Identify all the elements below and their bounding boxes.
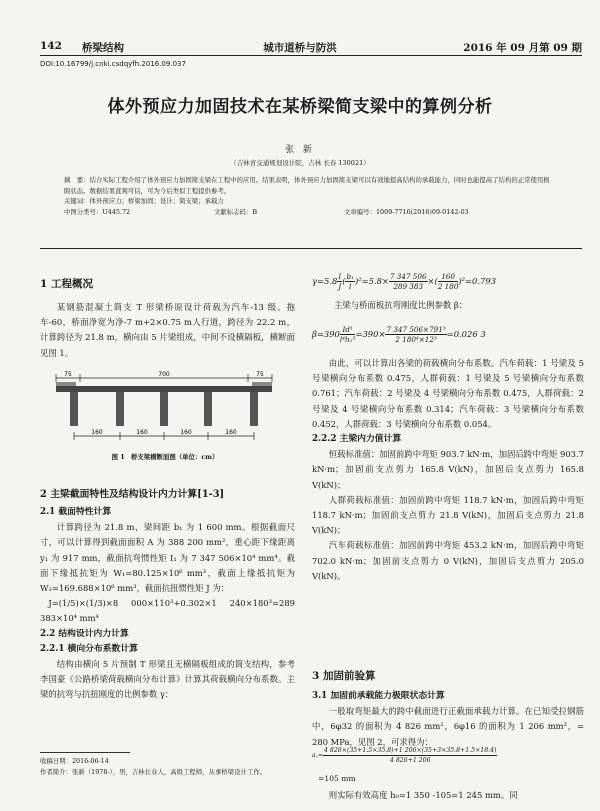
effective-height-text: 则实际有效高度 h₀=1 350 -105=1 245 mm。同 bbox=[328, 790, 518, 800]
ac-equation: a꜀= $\frac{4 826\times(35+1.5\times 35.8)+1 206\times(35+3\times 35.8+1.5\times 18.4)}{4 826+1 206}$ bbox=[312, 747, 497, 764]
abstract: 摘 要：结合实际工程介绍了体外预应力加固简支梁在工程中的应用。结果表明，体外预应力加固简支梁可以有效地提高结构的承载能力，同时也能提高了结构的正常使用极限状态。数据结果直观可信，可为今后类似工程提供参考。 bbox=[64, 176, 550, 195]
cross-section-figure bbox=[44, 370, 284, 448]
dim-bottom: 160 bbox=[136, 429, 148, 436]
dim-bottom: 160 bbox=[225, 429, 237, 436]
section-2-2-1-heading: 2.2.1 横向分布系数计算 bbox=[40, 643, 138, 654]
received-date: 收稿日期：2016-06-14 bbox=[40, 757, 109, 765]
section-2-heading: 2 主梁截面特性及结构设计内力计算[1-3] bbox=[40, 489, 225, 500]
torsion-equation: J=(1/5)×(1/3)×8 000×110³+0.302×1 240×180³=289 383×10⁴ mm⁴ bbox=[40, 598, 295, 624]
dim-side-right: 75 bbox=[256, 371, 264, 378]
section-2-2-heading: 2.2 结构设计内力计算 bbox=[40, 628, 129, 639]
dim-bottom: 160 bbox=[180, 429, 192, 436]
girder bbox=[204, 392, 212, 426]
girder bbox=[70, 392, 78, 426]
doi: DOI:10.16799/j.cnki.csdqyfh.2016.09.037 bbox=[40, 60, 186, 68]
ac-result: =105 mm bbox=[318, 774, 356, 783]
section-2-1-paragraph: 计算跨径为 21.8 m，梁间距 b₁ 为 1 600 mm。根据截面尺寸，可以计算得到截面面积 A 为 388 200 mm²，重心距下缘距离 y₁ 为 917 mm，截面抗弯惯性矩 I₁ 为 7 347 506×10⁴ mm⁴。截面下缘抵抗矩为 W₁=80.125×10⁶ mm³，截面上缘抵抗矩为 W₂=169.688×10⁶ mm³，截面抗扭惯性矩 J 为： bbox=[40, 522, 295, 594]
dim-side-left: 75 bbox=[64, 371, 72, 378]
permanent-load-paragraph: 恒载标准值：加固前跨中弯矩 903.7 kN·m，加固后跨中弯矩 903.7 kN·m；加固前支点剪力 165.8 V(kN)，加固后支点剪力 165.8 V(kN)； bbox=[312, 449, 584, 490]
figure-1-caption: 图 1 桥支梁横断面图（单位：cm） bbox=[111, 453, 219, 461]
girder bbox=[160, 392, 168, 426]
issue-label: 2016 年 09 月第 09 期 bbox=[463, 42, 582, 54]
beta-equation: β=390 $\frac{\text{Id¹}}{\text{l⁴h₁³}}$ =390× $\frac{\text{7 347 506×791³}}{\text{2 180⁴×12³}}$ =0.026 3 bbox=[312, 325, 486, 344]
section-label: 桥梁结构 bbox=[82, 42, 124, 54]
section-3-1-heading: 3.1 加固前承载能力极限状态计算 bbox=[312, 691, 445, 701]
author-bio: 作者简介：张新（1978-），男，吉林长春人，高级工程师，从事桥梁设计工作。 bbox=[40, 767, 267, 776]
page-number: 142 bbox=[40, 40, 62, 52]
right-column-text bbox=[312, 356, 584, 584]
abstract-block bbox=[64, 175, 550, 218]
beta-intro: 主梁与桥面板抗弯刚度比例参数 β： bbox=[334, 300, 468, 310]
article-title: 体外预应力加固技术在某桥梁简支梁中的算例分析 bbox=[107, 97, 493, 117]
keywords: 关键词：体外预应力；桥梁加固；设计；简支梁；承载力 bbox=[64, 197, 224, 205]
deck-slab bbox=[56, 386, 272, 392]
girder bbox=[250, 392, 258, 426]
header-rule bbox=[40, 55, 582, 56]
gamma-equation: γ=5.8 $\frac{I}{J}$ ( $\frac{\text{b₁}}{l}$ )²=5.8× $\frac{7 347 506}{289 383}$ ×( $\frac{160}{2 180}$ )²=0.793 bbox=[312, 272, 497, 291]
author: 张 新 bbox=[285, 145, 315, 155]
document-code: 文献标志码：B bbox=[214, 207, 258, 216]
section-2-text bbox=[40, 505, 295, 703]
section-3-heading: 3 加固前验算 bbox=[312, 670, 376, 682]
clc-number: 中图分类号：U445.72 bbox=[64, 207, 131, 216]
section-1-paragraph: 某钢筋混凝土简支 T 形梁桥原设计荷载为汽车-13 级、拖车-60，桥面净宽为净-7 m+2×0.75 m人行道，跨径为 22.2 m，计算跨径为 21.8 m，横向由 5 片梁组成，中间不设横隔板，横断面见图 1。 bbox=[40, 302, 295, 358]
girder bbox=[116, 392, 124, 426]
section-2-2-2-heading: 2.2.2 主梁内力值计算 bbox=[312, 434, 402, 445]
section-3-text bbox=[312, 689, 584, 750]
section-1-heading: 1 工程概况 bbox=[40, 278, 93, 290]
distribution-paragraph: 由此，可以计算出各梁的荷载横向分布系数。汽车荷载：1 号梁及 5 号梁横向分布系数 0.475，人群荷载：1 号梁及 5 号梁横向分布系数 0.761；汽车荷载：2 号梁及 4 号梁横向分布系数 0.475，人群荷载：2 号梁及 4 号梁横向分布系数 0.314；汽车荷载：3 号梁横向分布系数 0.452，人群荷载：3 号梁横向分布系数 0.054。 bbox=[312, 358, 584, 429]
section-3-1-paragraph: 一般取弯矩最大的跨中截面进行正截面承载力计算。在已知受拉钢筋中，6φ32 的面积为 4 826 mm²，6φ16 的面积为 1 206 mm²，= 280 MPa，见图 2，可求得为： bbox=[312, 706, 584, 747]
footnote bbox=[40, 756, 295, 777]
affiliation: （吉林省交通规划设计院，吉林 长春 130021） bbox=[230, 159, 370, 167]
footnote-rule bbox=[40, 752, 130, 753]
vehicle-load-paragraph: 汽车荷载标准值：加固前跨中弯矩 453.2 kN·m，加固后跨中弯矩 702.0 kN·m；加固前支点剪力 0 V(kN)，加固后支点剪力 205.0 V(kN)。 bbox=[312, 540, 584, 581]
crowd-load-paragraph: 人群荷载标准值：加固前跨中弯矩 118.7 kN·m，加固后跨中弯矩 118.7 kN·m；加固前支点剪力 21.8 V(kN)，加固后支点剪力 21.8 V(kN)； bbox=[312, 494, 584, 536]
section-2-1-heading: 2.1 截面特性计算 bbox=[40, 507, 112, 517]
section-1-text bbox=[40, 300, 295, 361]
journal-name: 城市道桥与防洪 bbox=[263, 42, 337, 54]
curb-right bbox=[252, 382, 272, 386]
dim-top: 700 bbox=[158, 371, 170, 378]
article-number: 文章编号：1009-7716(2016)09-0142-03 bbox=[344, 207, 469, 216]
abstract-rule bbox=[40, 248, 582, 249]
section-2-2-1-paragraph: 结构由横向 5 片预制 T 形梁且无横隔板组成的简支结构，参考李国豪《公路桥梁荷载横向分布计算》计算其荷载横向分布系数。主梁的抗弯与抗扭刚度的比例参数 γ： bbox=[40, 659, 295, 700]
dim-bottom: 160 bbox=[91, 429, 103, 436]
curb-left bbox=[56, 382, 76, 386]
